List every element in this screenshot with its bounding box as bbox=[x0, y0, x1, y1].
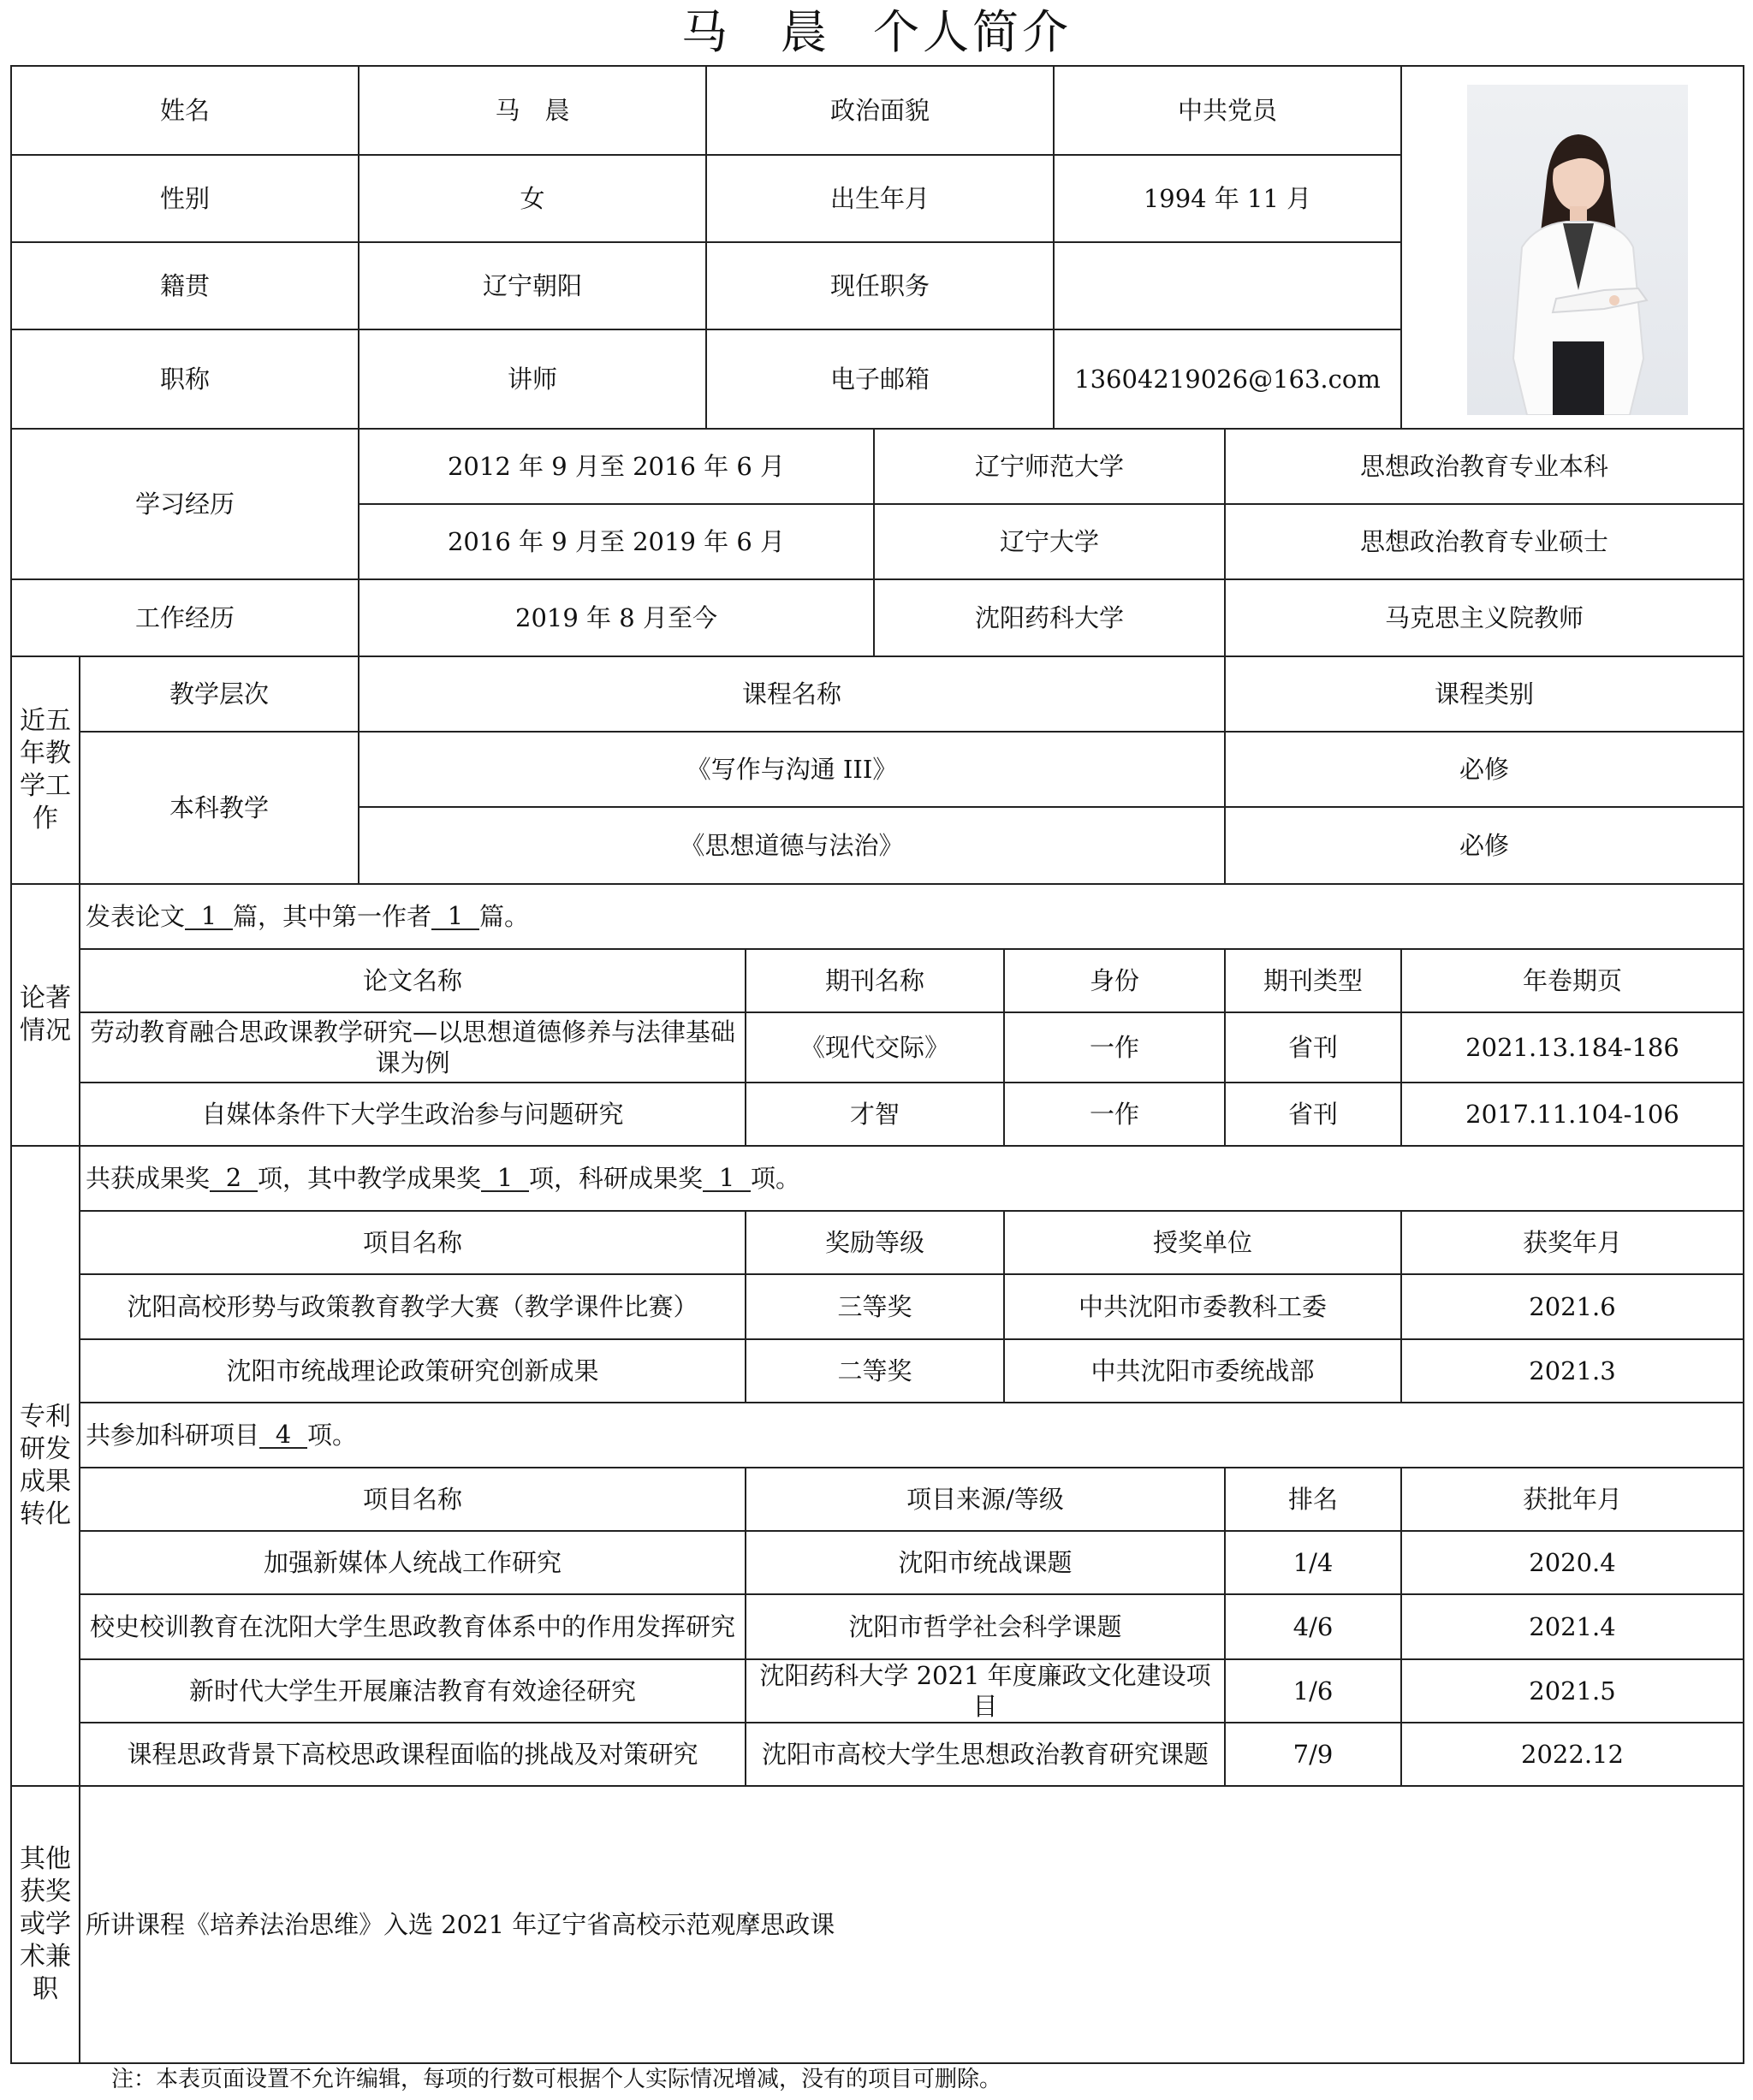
project-rank: 4/6 bbox=[1226, 1595, 1402, 1660]
paper-pages: 2021.13.184-186 bbox=[1402, 1013, 1743, 1083]
portrait-photo bbox=[1467, 85, 1688, 415]
achievements-label: 专利研发成果转化 bbox=[12, 1147, 80, 1787]
paper-title: 自媒体条件下大学生政治参与问题研究 bbox=[80, 1083, 746, 1147]
education-school: 辽宁大学 bbox=[875, 505, 1226, 580]
rank-label: 职称 bbox=[12, 330, 360, 430]
paper-role-header: 身份 bbox=[1005, 950, 1226, 1013]
name-value: 马 晨 bbox=[360, 67, 707, 156]
projects-summary bbox=[80, 1403, 1743, 1468]
paper-pages-header: 年卷期页 bbox=[1402, 950, 1743, 1013]
work-period: 2019 年 8 月至今 bbox=[360, 580, 875, 657]
project-source: 沈阳市哲学社会科学课题 bbox=[746, 1595, 1226, 1660]
work-label: 工作经历 bbox=[12, 580, 360, 657]
award-name: 沈阳市统战理论政策研究创新成果 bbox=[80, 1340, 746, 1403]
project-date: 2022.12 bbox=[1402, 1723, 1743, 1787]
project-name: 校史校训教育在沈阳大学生思政教育体系中的作用发挥研究 bbox=[80, 1595, 746, 1660]
profile-table bbox=[10, 65, 1744, 2064]
teaching-level: 本科教学 bbox=[80, 733, 360, 885]
work-role: 马克思主义院教师 bbox=[1226, 580, 1743, 657]
paper-title-header: 论文名称 bbox=[80, 950, 746, 1013]
project-date-header: 获批年月 bbox=[1402, 1468, 1743, 1532]
position-label: 现任职务 bbox=[707, 243, 1055, 330]
project-name: 新时代大学生开展廉洁教育有效途径研究 bbox=[80, 1660, 746, 1723]
project-date: 2021.4 bbox=[1402, 1595, 1743, 1660]
papers-summary-text: 篇。 bbox=[479, 902, 530, 931]
award-level: 三等奖 bbox=[746, 1275, 1005, 1340]
project-date: 2020.4 bbox=[1402, 1532, 1743, 1595]
awards-summary-text: 共获成果奖 bbox=[86, 1164, 211, 1193]
paper-pages: 2017.11.104-106 bbox=[1402, 1083, 1743, 1147]
award-date: 2021.6 bbox=[1402, 1275, 1743, 1340]
papers-count: 1 bbox=[185, 903, 233, 930]
education-school: 辽宁师范大学 bbox=[875, 430, 1226, 505]
projects-summary-text: 共参加科研项目 bbox=[86, 1421, 260, 1450]
gender-label: 性别 bbox=[12, 156, 360, 243]
award-level-header: 奖励等级 bbox=[746, 1212, 1005, 1275]
project-source: 沈阳市统战课题 bbox=[746, 1532, 1226, 1595]
project-rank: 1/6 bbox=[1226, 1660, 1402, 1723]
papers-first-author-count: 1 bbox=[431, 903, 479, 930]
native-label: 籍贯 bbox=[12, 243, 360, 330]
teaching-label: 近五年教学工作 bbox=[12, 657, 80, 885]
paper-role: 一作 bbox=[1005, 1083, 1226, 1147]
course-name: 《写作与沟通 III》 bbox=[360, 733, 1226, 808]
project-name-header: 项目名称 bbox=[80, 1468, 746, 1532]
birth-value: 1994 年 11 月 bbox=[1055, 156, 1402, 243]
education-label: 学习经历 bbox=[12, 430, 360, 580]
native-value: 辽宁朝阳 bbox=[360, 243, 707, 330]
page-title bbox=[0, 5, 1753, 60]
award-date: 2021.3 bbox=[1402, 1340, 1743, 1403]
teaching-type-header: 课程类别 bbox=[1226, 657, 1743, 733]
award-name: 沈阳高校形势与政策教育教学大赛（教学课件比赛） bbox=[80, 1275, 746, 1340]
teaching-course-header: 课程名称 bbox=[360, 657, 1226, 733]
education-major: 思想政治教育专业本科 bbox=[1226, 430, 1743, 505]
course-type: 必修 bbox=[1226, 733, 1743, 808]
project-source: 沈阳市高校大学生思想政治教育研究课题 bbox=[746, 1723, 1226, 1787]
projects-summary-text: 项。 bbox=[307, 1421, 358, 1450]
project-name: 课程思政背景下高校思政课程面临的挑战及对策研究 bbox=[80, 1723, 746, 1787]
award-org: 中共沈阳市委教科工委 bbox=[1005, 1275, 1402, 1340]
paper-jtype-header: 期刊类型 bbox=[1226, 950, 1402, 1013]
title-suffix: 个人简介 bbox=[873, 5, 1072, 59]
portrait-figure bbox=[1467, 85, 1688, 415]
award-org-header: 授奖单位 bbox=[1005, 1212, 1402, 1275]
award-name-header: 项目名称 bbox=[80, 1212, 746, 1275]
awards-teaching-count: 1 bbox=[481, 1165, 529, 1192]
education-period: 2012 年 9 月至 2016 年 6 月 bbox=[360, 430, 875, 505]
papers-summary-text: 篇，其中第一作者 bbox=[233, 902, 432, 931]
awards-research-count: 1 bbox=[703, 1165, 751, 1192]
awards-summary-text: 项。 bbox=[751, 1164, 801, 1193]
awards-summary-text: 项，科研成果奖 bbox=[529, 1164, 704, 1193]
paper-role: 一作 bbox=[1005, 1013, 1226, 1083]
awards-summary-text: 项，其中教学成果奖 bbox=[258, 1164, 482, 1193]
course-name: 《思想道德与法治》 bbox=[360, 808, 1226, 885]
paper-journal-header: 期刊名称 bbox=[746, 950, 1005, 1013]
project-name: 加强新媒体人统战工作研究 bbox=[80, 1532, 746, 1595]
project-rank: 1/4 bbox=[1226, 1532, 1402, 1595]
paper-journal: 才智 bbox=[746, 1083, 1005, 1147]
other-content: 所讲课程《培养法治思维》入选 2021 年辽宁省高校示范观摩思政课 bbox=[86, 1910, 835, 1939]
awards-summary bbox=[80, 1147, 1743, 1212]
political-label: 政治面貌 bbox=[707, 67, 1055, 156]
paper-title: 劳动教育融合思政课教学研究—以思想道德修养与法律基础课为例 bbox=[80, 1013, 746, 1083]
award-level: 二等奖 bbox=[746, 1340, 1005, 1403]
paper-jtype: 省刊 bbox=[1226, 1083, 1402, 1147]
paper-jtype: 省刊 bbox=[1226, 1013, 1402, 1083]
papers-label: 论著情况 bbox=[12, 885, 80, 1147]
project-date: 2021.5 bbox=[1402, 1660, 1743, 1723]
rank-value: 讲师 bbox=[360, 330, 707, 430]
project-rank: 7/9 bbox=[1226, 1723, 1402, 1787]
education-period: 2016 年 9 月至 2019 年 6 月 bbox=[360, 505, 875, 580]
project-rank-header: 排名 bbox=[1226, 1468, 1402, 1532]
other-label: 其他获奖或学术兼职 bbox=[12, 1787, 80, 2062]
email-label: 电子邮箱 bbox=[707, 330, 1055, 430]
papers-summary-text: 发表论文 bbox=[86, 902, 186, 931]
email-value: 13604219026@163.com bbox=[1055, 330, 1402, 430]
education-major: 思想政治教育专业硕士 bbox=[1226, 505, 1743, 580]
footnote: 注：本表页面设置不允许编辑，每项的行数可根据个人实际情况增减，没有的项目可删除。 bbox=[111, 2067, 1002, 2092]
title-name: 马 晨 bbox=[681, 5, 830, 59]
paper-journal: 《现代交际》 bbox=[746, 1013, 1005, 1083]
projects-count: 4 bbox=[259, 1421, 307, 1449]
papers-summary bbox=[80, 885, 1743, 950]
project-source-header: 项目来源/等级 bbox=[746, 1468, 1226, 1532]
teaching-level-header: 教学层次 bbox=[80, 657, 360, 733]
political-value: 中共党员 bbox=[1055, 67, 1402, 156]
position-value bbox=[1055, 243, 1402, 330]
project-source: 沈阳药科大学 2021 年度廉政文化建设项目 bbox=[746, 1660, 1226, 1723]
gender-value: 女 bbox=[360, 156, 707, 243]
awards-total: 2 bbox=[210, 1165, 258, 1192]
award-org: 中共沈阳市委统战部 bbox=[1005, 1340, 1402, 1403]
work-employer: 沈阳药科大学 bbox=[875, 580, 1226, 657]
birth-label: 出生年月 bbox=[707, 156, 1055, 243]
course-type: 必修 bbox=[1226, 808, 1743, 885]
name-label: 姓名 bbox=[12, 67, 360, 156]
award-date-header: 获奖年月 bbox=[1402, 1212, 1743, 1275]
